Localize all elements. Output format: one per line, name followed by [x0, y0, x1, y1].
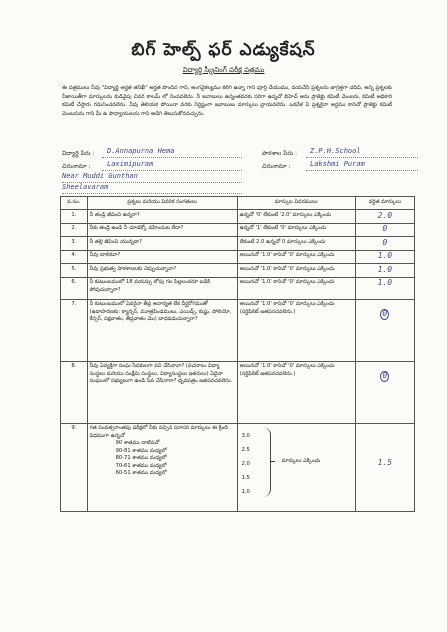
score-point: 1.5 — [241, 475, 250, 481]
row-marks-rule: అయినచో '1.0' కానిచో '0' మార్కులు ఎక్కించు (సర్టిఫికెట్ జతపరచవలెను.) — [237, 361, 355, 423]
score-point: 2.5 — [241, 447, 250, 453]
address-value-line3: Sheelavaram — [62, 183, 109, 191]
col-header-question: ప్రశ్నలు మరియు వివరిక సంగతులు — [87, 197, 237, 210]
school-name-field — [262, 147, 361, 158]
row-number: 1. — [61, 210, 88, 224]
row-question: నీకు తండ్రి ఉండి నీ చూడక్కో వహించుట లేదా? — [87, 223, 237, 237]
awarded-mark: 1.0 — [377, 278, 393, 287]
brace-shape — [262, 427, 271, 497]
row-awarded — [355, 299, 414, 361]
row-marks-rule: అయినచో '1.0' కానిచో '0' మార్కులు ఎక్కించు — [237, 264, 355, 278]
address-value-line1: Laximipuram — [107, 160, 154, 168]
score-band-item: 70-61 శాతము మధ్యలో — [115, 462, 167, 469]
brace-tip — [270, 461, 275, 462]
student-name-line — [102, 157, 242, 158]
student-name-label: విద్యార్థి పేరు : — [62, 150, 95, 157]
col-header-marks-details: మార్కుల వివరములు — [237, 197, 355, 210]
score-band-item: 90-81 శాతము మధ్యలో — [115, 447, 167, 454]
row-marks-rule: అయినచో '1.0' కానిచో '0' మార్కులు ఎక్కించు — [237, 250, 355, 264]
address2-field — [262, 160, 365, 171]
awarded-mark-circled: 0 — [380, 309, 389, 320]
table-row — [61, 264, 415, 278]
score-band-item: 60-51 శాతము మధ్యలో — [115, 470, 167, 476]
score-points-scale — [240, 425, 353, 505]
address2-value: Lakshmi Puram — [310, 160, 365, 168]
school-name-value: Z.P.H.School — [310, 147, 361, 155]
row-question: నీ తండ్రి జీవించి ఉన్నరా? — [87, 210, 237, 224]
student-name-field — [62, 147, 175, 158]
row-number: 7. — [61, 299, 88, 361]
table-row — [61, 423, 415, 511]
row-question: నీ కుటుంబములో 18 వయస్సు లోపు గల పిల్లలందరూ బడికి పోవుచున్నారా? — [87, 277, 237, 299]
address-field — [62, 160, 154, 171]
address2-line — [306, 170, 418, 171]
table-row — [61, 210, 415, 224]
row-number: 6. — [61, 277, 88, 299]
row-marks-rule: ఉన్నచో '0' లేకుంటే '2.0' మార్కులు ఎక్కించు — [237, 210, 355, 224]
row-marks-rule: ఉన్నచో '1' లేకుంటే '0' మార్కులు ఎక్కించు — [237, 223, 355, 237]
row-awarded — [355, 210, 414, 224]
awarded-mark: 0 — [382, 224, 388, 233]
address-value-line2: Near Muddi Gunthan — [62, 172, 138, 180]
table-row — [61, 237, 415, 251]
row-question: నీవు ప్రభుత్వ పాఠశాలలకు చెప్పుచున్నావా? — [87, 264, 237, 278]
row-question: నీవు ఏవ్యక్తిగా సంఘ సేవకులగా పని చేసినావా? (వచనాలు విద్యా సంస్థలు మరియు సంక్షేమ సంస్థలు, విద్యాసంస్థలు ఇతరులు) ఏదైనా సంఘంలో సభ్యులుగా ఉండి సేవ చేసినారా? ధృవపత్రం జతపరచవలెను. — [87, 361, 237, 423]
table-row — [61, 223, 415, 237]
row-awarded — [355, 277, 414, 299]
awarded-mark: 1.5 — [377, 458, 393, 467]
row-awarded — [355, 264, 414, 278]
instructions-paragraph: ఈ పత్రములు నీవు "విద్యార్థి అర్హత తనిఖీ" అర్హత పొందిన గాని, అంగవైకల్యము కలిగి ఉన్నా గాని పూర్తి చేయుము, దయచేసి ప్రశ్నలను జాగ్రత్తగా చదివి, అన్ని ప్రశ్నలకు నీజాయితీగా మార్కులను కుడివైపు చివరి కాలమ్ లో నింపవలెను. నీ జవాబులు ఉన్నంతవరకు సరిగా ఉన్నచో బిహెచ్ అను ప్రాజెక్టు కమిటీ మెంబరు, కమిటీ అధికారి కమిటీ చేస్తారు గమనించవలెను. నీవు తెలియక పోయినా వరకు నిర్ధిష్టంగా జవాబులు మార్కులు వ్రాయవలెను. ఒకవేళ ఏ ప్రశ్నకైనా అర్ధము కానిచో ప్రాజెక్టు కమిటీ మెంబరును గాని మీ ఉ పాధ్యాయులను గాని అడిగి తెలుసుకోనవచ్చును. — [62, 85, 392, 117]
score-point: 1.0 — [241, 489, 250, 495]
table-row — [61, 277, 415, 299]
row-question: గత సంవత్సరాంతపు పరీక్షలో నీకు వచ్చిన సరాసరి మార్కులు ఈ క్రింది విధముగా ఉన్నచో — [89, 425, 228, 439]
awarded-mark: 2.0 — [377, 210, 393, 220]
row-marks-rule: లేకుంటే 2.0 ఉన్నచో 0 మార్కులు ఎక్కించు — [237, 237, 355, 251]
row-awarded — [355, 237, 414, 251]
col-header-serial: వ.సం. — [61, 197, 88, 210]
row-number: 9. — [61, 423, 88, 511]
student-name-value: D.Annapurna Hema — [107, 147, 175, 155]
table-header-row — [61, 197, 415, 210]
awarded-mark: 0 — [382, 237, 388, 247]
table-row — [61, 361, 415, 423]
score-band-item: 90 శాతము దాటినచో — [115, 440, 160, 446]
row-number: 4. — [61, 250, 88, 264]
row-question-block — [87, 423, 237, 511]
row-question: నీవు బాలికవా? — [87, 250, 237, 264]
table-row — [61, 250, 415, 264]
awarded-mark: 1.0 — [377, 264, 393, 274]
row-question: నీ కుటుంబములో ఏవరైనా తీవ్ర అనార్యత లేక దీర్ఘరోగముతో (ఉదాహరణకు: క్యాన్సర్, మూత్రపిండములు, ఎయిడ్స్, కుష్టు, పోలియో, కేన్సర్, పక్షవాతం, తీవ్రవాతం మొ) బాధపడుచున్నారా? — [87, 299, 237, 361]
row-marks-rule: అయినచో '1.0' కానిచో '0' మార్కులు ఎక్కించు (సర్టిఫికెట్ జతపరచవలెను.) — [237, 299, 355, 361]
address-line-3 — [62, 193, 242, 194]
row-awarded — [355, 361, 414, 423]
row-marks-rule — [237, 423, 355, 511]
page-subtitle: విద్యార్థి స్క్రీనింగ్ పరీక్ష పత్రము — [182, 66, 265, 74]
screening-questions-table — [60, 196, 415, 512]
row-number: 5. — [61, 264, 88, 278]
marks-instruction: మార్కులు ఎక్కించు — [281, 458, 321, 464]
row-awarded — [355, 423, 414, 511]
awarded-mark: 1.0 — [377, 251, 393, 260]
address-line-1 — [102, 170, 242, 171]
school-name-label: పాఠశాల పేరు : — [262, 150, 298, 157]
row-marks-rule: అయినచో '1.0' కానిచో '0' మార్కులు ఎక్కించు — [237, 277, 355, 299]
address-label: చిరునామా : — [62, 163, 91, 170]
address2-label: చిరునామా : — [262, 163, 291, 170]
row-number: 8. — [61, 361, 88, 423]
row-awarded — [355, 250, 414, 264]
school-name-line — [306, 157, 418, 158]
row-number: 2. — [61, 223, 88, 237]
awarded-mark-circled: 0 — [380, 371, 389, 382]
table-row — [61, 299, 415, 361]
row-awarded — [355, 223, 414, 237]
col-header-awarded-marks: వర్ధిత మార్కులు — [355, 197, 414, 210]
row-number: 3. — [61, 237, 88, 251]
score-band-item: 80-71 శాతము మధ్యలో — [115, 455, 167, 461]
row-question: నీ తల్లి జీవించి యున్నదా? — [87, 237, 237, 251]
page-title: బిగ్ హెల్ప్ ఫర్ ఎడ్యుకేషన్ — [131, 40, 316, 60]
score-point: 3.0 — [241, 433, 250, 439]
score-point: 2.0 — [241, 461, 250, 467]
